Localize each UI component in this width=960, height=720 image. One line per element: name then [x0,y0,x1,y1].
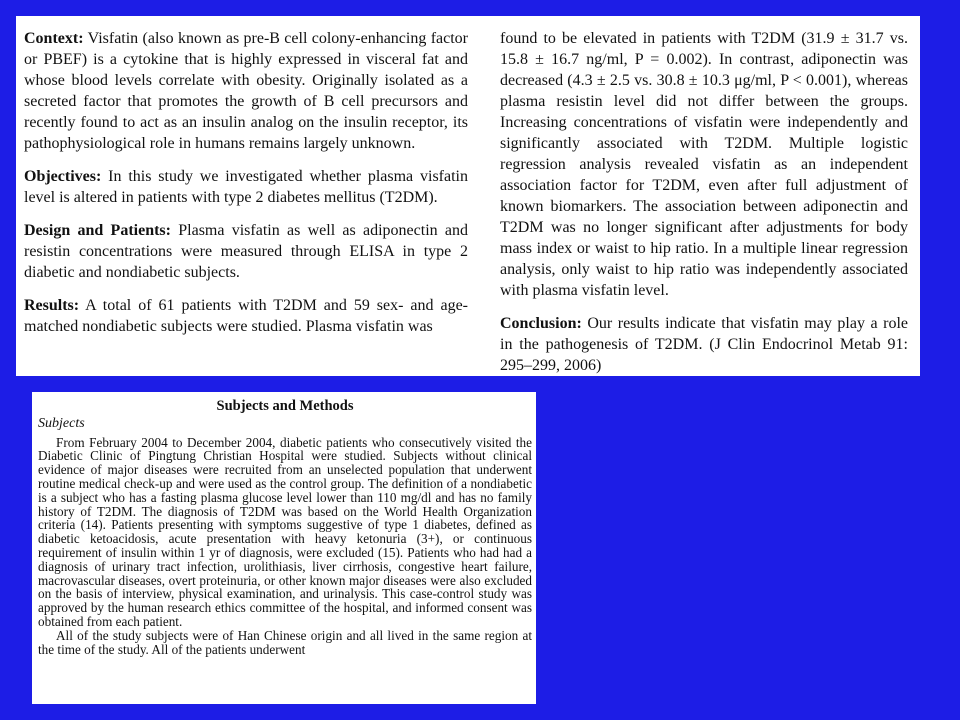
methods-content [38,400,532,656]
results-continued-paragraph: found to be elevated in patients with T2DM (31.9 ± 31.7 vs. 15.8 ± 16.7 ng/ml, P = 0.002). In contrast, adiponectin was decreased (4.3 ± 2.5 vs. 30.8 ± 10.3 μg/ml, P < 0.001), whereas plasma resistin level did not differ between the groups. Increasing concentrations of visfatin were independently and significantly associated with T2DM. Multiple logistic regression analysis revealed visfatin as an independent association factor for T2DM, even after full adjustment of known biomarkers. The association between adiponectin and T2DM was no longer significant after adjustments for body mass index or waist to hip ratio. In a multiple linear regression analysis, only waist to hip ratio was independently associated with plasma visfatin level. [500,30,908,299]
subjects-subheading: Subjects [38,415,85,431]
methods-title: Subjects and Methods [216,398,354,414]
objectives-paragraph: Objectives: In this study we investigated whether plasma visfatin level is altered in patients with type 2 diabetes mellitus (T2DM). [24,168,468,206]
methods-panel [32,392,536,704]
conclusion-paragraph: Conclusion: Our results indicate that visfatin may play a role in the pathogenesis of T2DM. (J Clin Endocrinol Metab 91: 295–299, 2006) [500,315,908,374]
abstract-left-column [24,28,468,349]
results-paragraph: Results: A total of 61 patients with T2DM and 59 sex- and age-matched nondiabetic subjects were studied. Plasma visfatin was [24,297,468,335]
abstract-right-column [500,28,908,376]
design-paragraph: Design and Patients: Plasma visfatin as well as adiponectin and resistin concentrations were measured through ELISA in type 2 diabetic and nondiabetic subjects. [24,222,468,281]
methods-paragraph: All of the study subjects were of Han Chinese origin and all lived in the same region at the time of the study. All of the patients underwent [38,627,532,657]
abstract-panel [16,16,920,376]
methods-paragraph: From February 2004 to December 2004, diabetic patients who consecutively visited the Diabetic Clinic of Pingtung Christian Hospital were studied. Subjects without clinical evidence of major diseases were recruited from an unselected population that underwent routine medical check-up and were used as the control group. The definition of a nondiabetic is a subject who has a fasting plasma glucose level lower than 110 mg/dl and has no family history of T2DM. The diagnosis of T2DM was based on the World Health Organization criteria (14). Patients presenting with symptoms suggestive of type 1 diabetes, defined as diabetic ketoacidosis, acute presentation with heavy ketonuria (3+), or continuous requirement of insulin within 1 yr of diagnosis, were excluded (15). Patients who had had a diagnosis of urinary tract infection, urolithiasis, liver cirrhosis, congestive heart failure, macrovascular diseases, overt proteinuria, or other known major diseases were also excluded on the basis of interview, physical examination, and urinalysis. This case-control study was approved by the human research ethics committee of the hospital, and informed consent was obtained from each patient. [38,434,532,629]
context-paragraph: Context: Visfatin (also known as pre-B cell colony-enhancing factor or PBEF) is a cytokine that is highly expressed in visceral fat and whose blood levels correlate with obesity. Originally isolated as a secreted factor that promotes the growth of B cell precursors and recently found to act as an insulin analog on the insulin receptor, its pathophysiological role in humans remains largely unknown. [24,30,468,152]
